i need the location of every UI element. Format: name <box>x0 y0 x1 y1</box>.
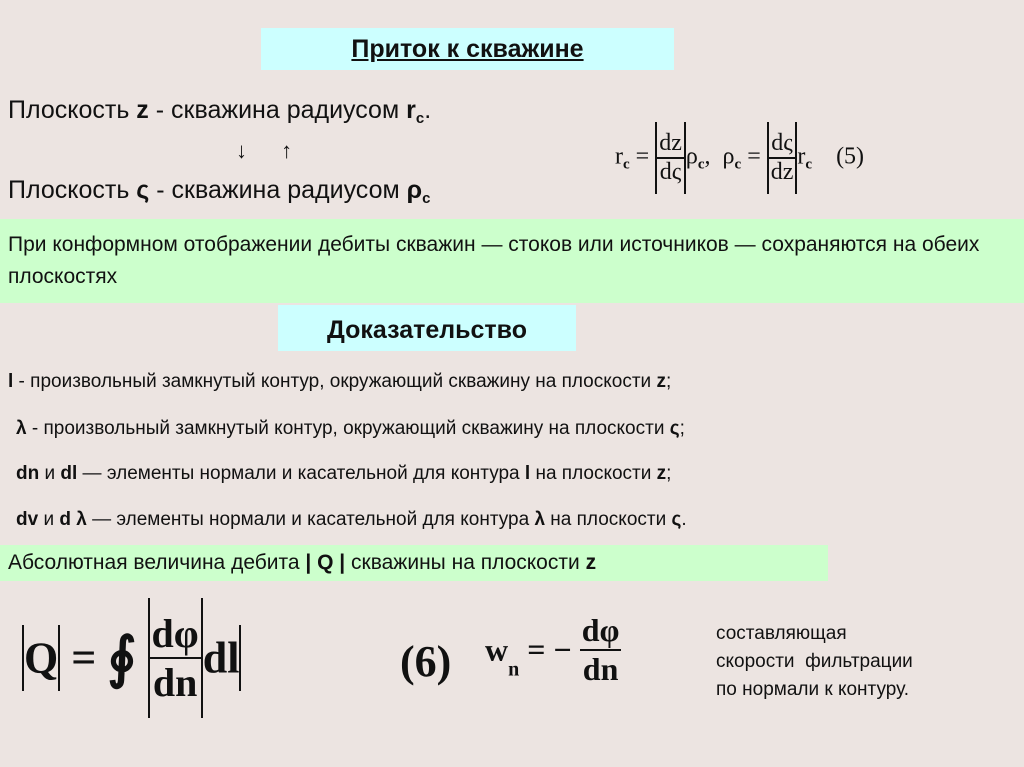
plane-z-var: z <box>136 96 149 124</box>
velocity-note-line: составляющая <box>716 623 847 644</box>
f5-mul2-sub: c <box>805 156 813 173</box>
def3-b4: z <box>656 463 667 484</box>
plane-z-radius: r <box>406 96 416 124</box>
plane-s-text: - скважина радиусом <box>149 176 407 204</box>
f5-num1: dz <box>657 130 684 159</box>
f5-mul1-sub: c <box>697 156 705 173</box>
velocity-note <box>716 620 913 704</box>
f5-frac2 <box>769 130 796 186</box>
formula-5 <box>615 122 864 194</box>
plane-s-var: ς <box>136 176 150 204</box>
definition-row <box>8 371 671 393</box>
def3-b3: l <box>524 463 531 484</box>
f6-dl: dl <box>202 633 240 683</box>
def2-t1: - произвольный замкнутый контур, окружающий скважину на плоскости <box>26 418 670 439</box>
abs-flow-q: | Q | <box>305 551 346 574</box>
proof-title: Доказательство <box>327 316 527 344</box>
abs-flow-t2: скважины на плоскости <box>345 551 586 574</box>
def1-b1: l <box>8 371 14 392</box>
wn-den: dn <box>582 651 619 687</box>
f5-mul1: ρ <box>685 143 698 170</box>
f5-den2: dz <box>770 159 794 185</box>
def2-t2: ; <box>679 418 685 439</box>
f6-eq: = <box>71 633 97 683</box>
abs-flow-z: z <box>585 551 597 574</box>
f5-eq1: = <box>635 143 650 170</box>
f5-lhs1: r <box>615 143 623 170</box>
f5-label: (5) <box>836 143 865 170</box>
plane-z-line <box>8 96 431 127</box>
mapping-arrows: ↓ ↑ <box>236 138 307 163</box>
def4-t3: на плоскости <box>545 509 672 530</box>
plane-s-line <box>8 176 430 207</box>
plane-s-prefix: Плоскость <box>8 176 137 204</box>
abs-flow-box <box>0 545 828 581</box>
wn-eq: = − <box>527 631 572 668</box>
wn-formula <box>485 612 621 688</box>
wn-frac <box>580 612 622 688</box>
f6-frac <box>150 610 201 706</box>
def1-t1: - произвольный замкнутый контур, окружающий скважину на плоскости <box>13 371 657 392</box>
def3-t2: — элементы нормали и касательной для контура <box>77 463 525 484</box>
def4-t2: — элементы нормали и касательной для контура <box>86 509 535 530</box>
formula-6 <box>22 598 241 718</box>
def2-b1: λ <box>16 418 27 439</box>
def3-b2: dl <box>60 463 78 484</box>
f5-num2: dς <box>769 130 796 159</box>
abs-flow-text <box>0 545 828 581</box>
def4-t1: и <box>38 509 60 530</box>
conformal-note: При конформном отображении дебиты скважин — стоков или источников — сохраняются на обеих плоскостях <box>8 233 980 288</box>
f6-num: dφ <box>150 610 201 659</box>
def1-b2: z <box>656 371 666 392</box>
f5-lhs2: ρ <box>722 143 735 170</box>
f6-den: dn <box>152 660 198 705</box>
plane-z-radius-sub: c <box>415 110 425 127</box>
definition-row <box>16 463 671 485</box>
wn-w: w <box>485 631 509 668</box>
def3-t3: на плоскости <box>530 463 657 484</box>
f6-lhs: Q <box>24 633 59 683</box>
plane-s-radius: ρ <box>406 176 423 204</box>
f6-abs-right <box>58 625 60 691</box>
def4-b2: d λ <box>59 509 87 530</box>
integral-icon: ∮ <box>107 627 137 690</box>
f6-label: (6) <box>400 637 452 686</box>
def4-t4: . <box>681 509 687 530</box>
velocity-note-line: по нормали к контуру. <box>716 679 909 700</box>
def1-t2: ; <box>665 371 672 392</box>
f6-abs-right3 <box>239 625 241 691</box>
f5-mul2: r <box>797 143 806 170</box>
definition-row <box>16 418 685 440</box>
definition-row <box>16 509 687 531</box>
conformal-note-box <box>0 219 1024 303</box>
plane-z-prefix: Плоскость <box>8 96 137 124</box>
velocity-note-line: скорости фильтрации <box>716 651 913 672</box>
title-box <box>261 28 674 70</box>
f5-eq2: = <box>747 143 761 170</box>
f5-comma: , <box>704 143 711 170</box>
f5-lhs2-sub: c <box>734 156 742 173</box>
abs-flow-t1: Абсолютная величина дебита <box>8 551 306 574</box>
def4-b1: dv <box>16 509 39 530</box>
slide-title: Приток к скважине <box>351 35 584 63</box>
def3-t4: ; <box>666 463 672 484</box>
f5-lhs1-sub: c <box>623 156 630 173</box>
f5-den1: dς <box>659 159 682 185</box>
def3-t1: и <box>39 463 61 484</box>
f5-frac1 <box>657 130 684 186</box>
plane-s-radius-sub: c <box>422 190 431 207</box>
proof-box <box>278 305 576 351</box>
plane-z-text: - скважина радиусом <box>148 96 407 124</box>
def4-b4: ς <box>671 509 682 530</box>
def2-b2: ς <box>669 418 680 439</box>
def4-b3: λ <box>534 509 546 530</box>
plane-z-suffix: . <box>424 96 432 124</box>
def3-b1: dn <box>16 463 40 484</box>
wn-sub: n <box>508 658 520 681</box>
wn-num: dφ <box>580 612 622 651</box>
